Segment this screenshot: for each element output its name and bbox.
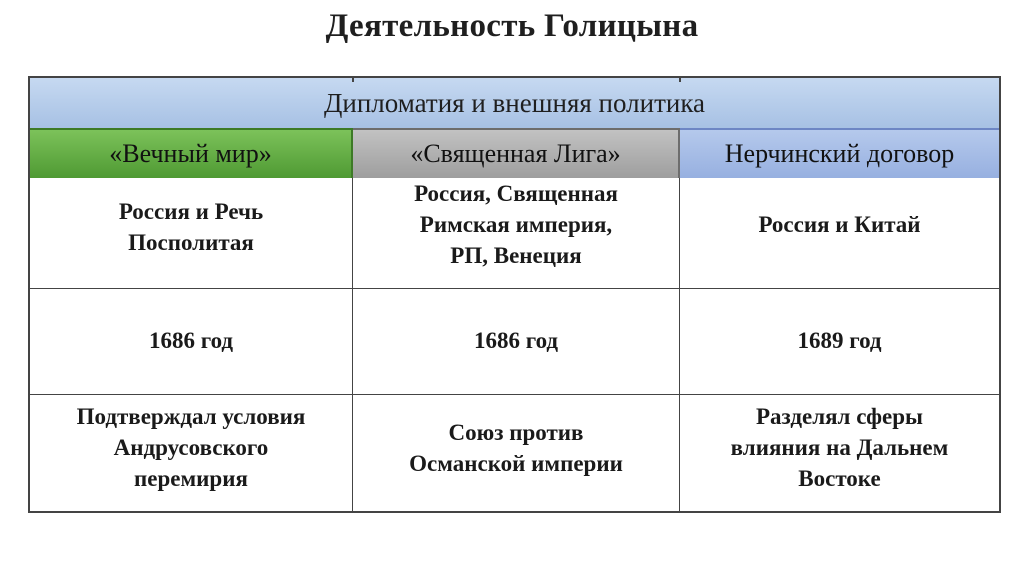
table-cell: Россия и Китай [758, 212, 921, 237]
column-header-holy-league [353, 128, 680, 178]
table-cell: Разделял сферы влияния на Дальнем Востоке [730, 404, 949, 491]
table-cell: Россия и Речь Посполитая [30, 178, 353, 288]
column-header-eternal-peace [30, 128, 353, 178]
table-row [30, 178, 999, 289]
table-cell: 1689 год [797, 328, 882, 353]
column-header-label: «Вечный мир» [109, 139, 272, 168]
table-row [30, 289, 999, 395]
column-header-nerchinsk-treaty [680, 128, 999, 178]
slide-title: Деятельность Голицына [325, 8, 699, 44]
column-header-label: Нерчинский договор [724, 139, 955, 168]
table-header-label: Дипломатия и внешняя политика [323, 87, 706, 118]
table-cell: Союз против Османской империи [353, 395, 680, 511]
activity-table [28, 76, 1001, 513]
table-row [30, 395, 999, 511]
table-cell: Россия, Священная Римская империя, РП, Венеция [353, 178, 680, 288]
table-cell: Подтверждал условия Андрусовского перемирия [30, 395, 353, 511]
column-header-label: «Священная Лига» [410, 139, 621, 168]
table-cell: 1686 год [353, 289, 680, 394]
table-header [30, 78, 999, 130]
column-headers [30, 128, 999, 178]
table-cell: 1686 год [30, 289, 353, 394]
